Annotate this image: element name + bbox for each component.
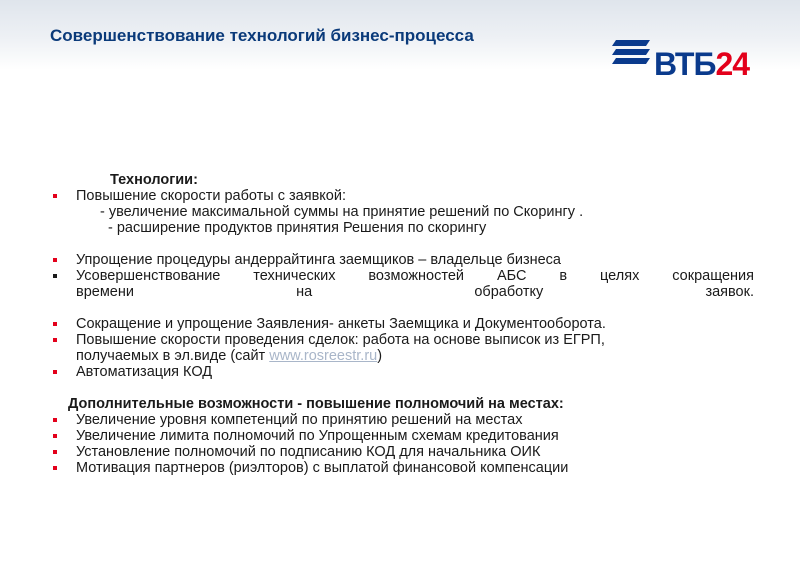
list-item [52, 444, 754, 460]
list-item [52, 428, 754, 444]
rosreestr-link[interactable]: www.rosreestr.ru [269, 348, 378, 364]
logo-text [654, 46, 749, 83]
list-item [52, 252, 754, 268]
list-item [52, 460, 754, 476]
list-item [52, 364, 754, 380]
list-item [52, 188, 754, 204]
extra-heading: Дополнительные возможности - повышение полномочий на местах: [68, 396, 564, 412]
logo-brand: ВТБ [654, 46, 716, 82]
spacer [52, 300, 754, 316]
list-item-text: Увеличение лимита полномочий по Упрощенным схемам кредитования [76, 428, 559, 444]
list-item-text: Упрощение процедуры андеррайтинга заемщиков – владельце бизнеса [76, 252, 561, 268]
deals-text-end: ) [377, 348, 383, 364]
slide-title: Совершенствование технологий бизнес-процесса [50, 26, 474, 45]
list-item-text: Установление полномочий по подписанию КОД для начальника ОИК [76, 444, 541, 460]
list-item [52, 412, 754, 428]
slide-content [52, 172, 754, 476]
list-item [52, 332, 754, 364]
sub-item: - увеличение максимальной суммы на принятие решений по Скорингу . [100, 204, 584, 220]
vtb24-logo [610, 38, 775, 88]
technologies-heading: Технологии: [110, 172, 198, 188]
list-item-text: Мотивация партнеров (риэлторов) с выплатой финансовой компенсации [76, 460, 569, 476]
spacer [52, 236, 754, 252]
list-item-text: времени на обработку заявок. [76, 284, 754, 300]
logo-number: 24 [715, 46, 750, 82]
deals-text: получаемых в эл.виде (сайт [76, 348, 270, 364]
list-item-text: Усовершенствование технических возможностей АБС в целях сокращения [76, 268, 754, 284]
sub-item: - расширение продуктов принятия Решения по скорингу [108, 220, 487, 236]
list-item-text: Повышение скорости работы с заявкой: [76, 188, 346, 204]
list-item-text: Сокращение и упрощение Заявления- анкеты Заемщика и Документооборота. [76, 316, 606, 332]
list-item-text: Автоматизация КОД [76, 364, 213, 380]
vtb-logo-icon [610, 38, 654, 68]
list-item [52, 268, 754, 300]
list-item-text-2 [76, 348, 754, 364]
list-item-text: Увеличение уровня компетенций по принятию решений на местах [76, 412, 523, 428]
list-item [52, 316, 754, 332]
list-item-text: Повышение скорости проведения сделок: работа на основе выписок из ЕГРП, [76, 332, 605, 348]
